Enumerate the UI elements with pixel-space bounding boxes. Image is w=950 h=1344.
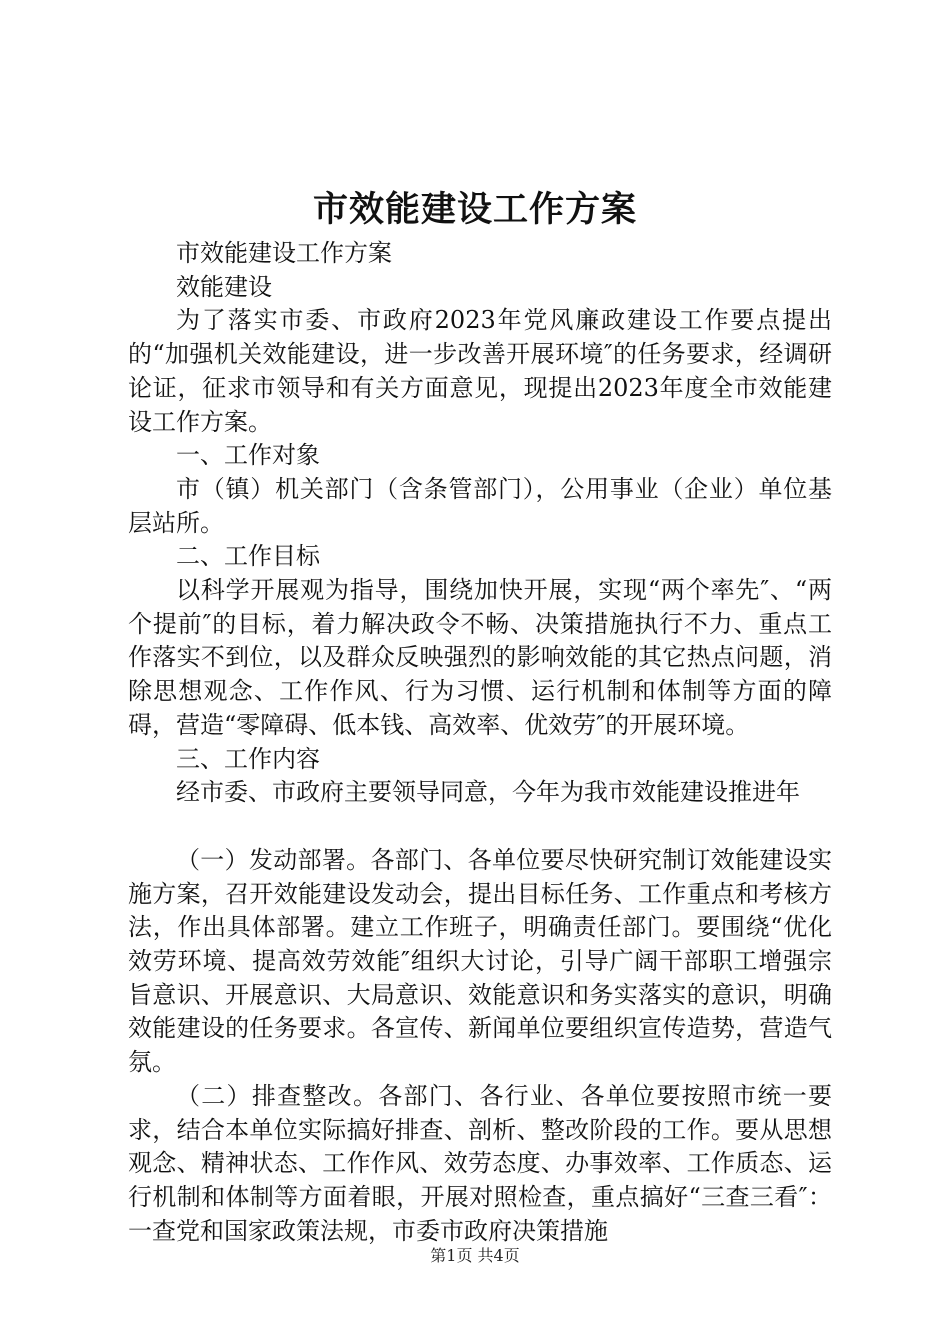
paragraph: 为了落实市委、市政府2023年党风廉政建设工作要点提出的“加强机关效能建设，进一步改善开展环境″的任务要求，经调研论证，征求市领导和有关方面意见，现提出2023年度全市效能建设工作方案。 (128, 306, 832, 436)
paragraph: 效能建设 (176, 272, 272, 301)
paragraph: 经市委、市政府主要领导同意，今年为我市效能建设推进年 (176, 778, 800, 807)
paragraph: 市效能建设工作方案 (176, 239, 392, 267)
paragraph: 以科学开展观为指导，围绕加快开展，实现“两个率先″、“两个提前″的目标，着力解决政令不畅、决策措施执行不力、重点工作落实不到位，以及群众反映强烈的影响效能的其它热点问题，消除思想观念、工作作风、行为习惯、运行机制和体制等方面的障碍，营造“零障碍、低本钱、高效率、优效劳″的开展环境。 (128, 576, 832, 739)
document-title: 市效能建设工作方案 (312, 189, 637, 230)
document-body (128, 237, 832, 1248)
paragraph: （二）排查整改。各部门、各行业、各单位要按照市统一要求，结合本单位实际搞好排查、剖析、整改阶段的工作。要从思想观念、精神状态、工作作风、效劳态度、办事效率、工作质态、运行机制和体制等方面着眼，开展对照检查，重点搞好“三查三看″：一查党和国家政策法规，市委市政府决策措施 (128, 1081, 832, 1245)
section-heading: 二、工作目标 (176, 542, 320, 571)
paragraph: （一）发动部署。各部门、各单位要尽快研究制订效能建设实施方案，召开效能建设发动会，提出目标任务、工作重点和考核方法，作出具体部署。建立工作班子，明确责任部门。要围绕“优化效劳环境、提高效劳效能″组织大讨论，引导广阔干部职工增强宗旨意识、开展意识、大局意识、效能意识和务实落实的意识，明确效能建设的任务要求。各宣传、新闻单位要组织宣传造势，营造气氛。 (128, 845, 832, 1077)
page-number-footer: 第1页 共4页 (430, 1246, 520, 1265)
section-heading: 一、工作对象 (176, 441, 320, 470)
paragraph: 市（镇）机关部门（含条管部门），公用事业（企业）单位基层站所。 (128, 474, 832, 537)
paragraph-gap (128, 810, 832, 844)
section-heading: 三、工作内容 (176, 744, 320, 773)
